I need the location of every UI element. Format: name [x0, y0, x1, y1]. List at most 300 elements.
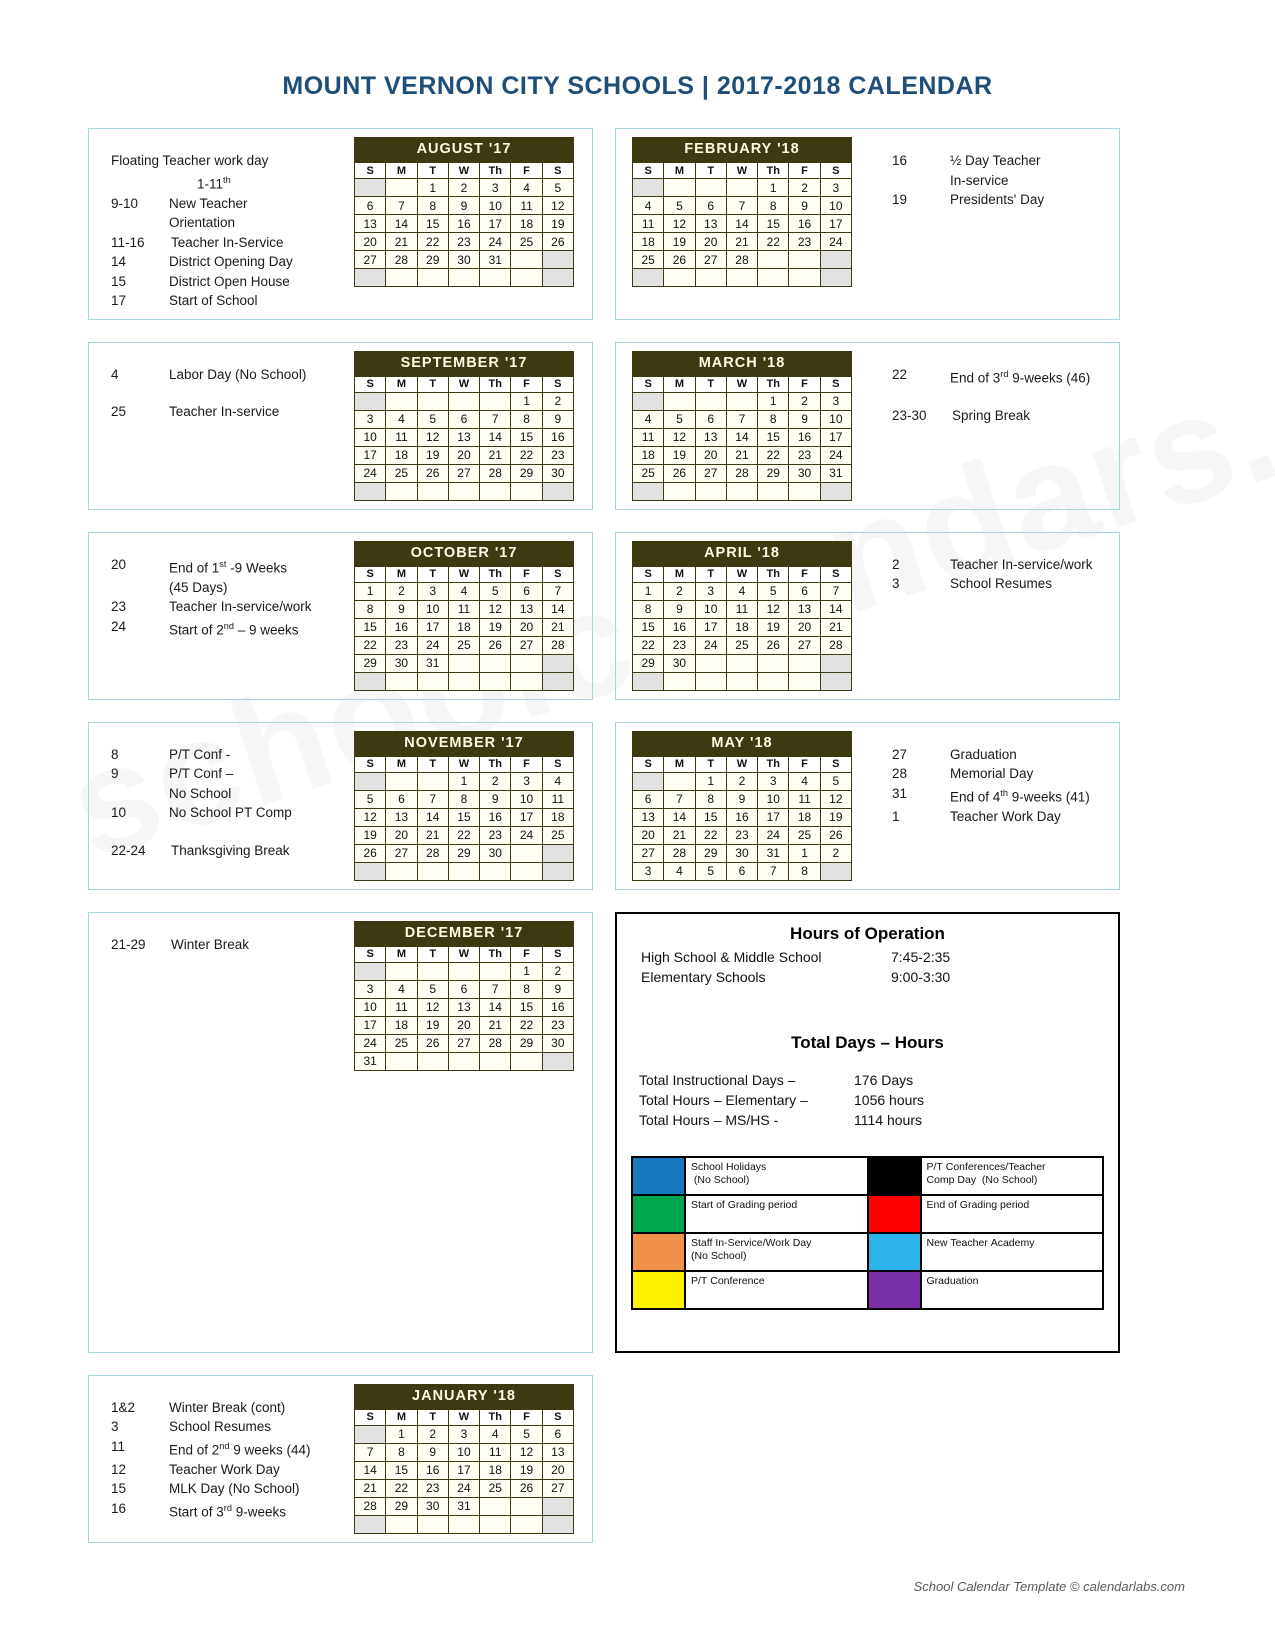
note-row — [111, 1398, 354, 1418]
week-row — [633, 410, 852, 428]
week-row — [355, 1479, 574, 1497]
day-cell: 1 — [633, 582, 664, 600]
day-cell: 30 — [726, 844, 757, 862]
weekday-header-row — [355, 946, 574, 962]
day-cell: 5 — [417, 980, 448, 998]
day-cell: 14 — [726, 215, 757, 233]
note-row — [892, 555, 1109, 575]
note-day: 19 — [892, 192, 908, 207]
weekday-header: S — [633, 756, 664, 772]
weekday-header: F — [511, 376, 542, 392]
weekday-header: W — [448, 1409, 479, 1425]
day-cell: 30 — [417, 1497, 448, 1515]
day-cell: 22 — [355, 636, 386, 654]
legend-label: Start of Grading period — [685, 1195, 868, 1233]
legend-label: P/T Conferences/Teacher Comp Day (No School) — [921, 1157, 1104, 1195]
day-cell: 1 — [789, 844, 820, 862]
day-cell: 12 — [417, 428, 448, 446]
day-cell: 26 — [355, 844, 386, 862]
day-cell: 29 — [386, 1497, 417, 1515]
empty-cell — [386, 1515, 417, 1533]
day-cell: 11 — [789, 790, 820, 808]
empty-cell — [355, 1425, 386, 1443]
day-cell: 10 — [758, 790, 789, 808]
week-row — [355, 1443, 574, 1461]
day-cell: 27 — [789, 636, 820, 654]
week-row — [355, 672, 574, 690]
note-day: 31 — [892, 785, 908, 801]
day-cell: 27 — [695, 464, 726, 482]
note-day: 22 — [892, 366, 908, 382]
empty-cell — [511, 862, 542, 880]
weekday-header: F — [511, 1409, 542, 1425]
note-row — [111, 1499, 354, 1522]
weekday-header: W — [448, 756, 479, 772]
weekday-header: S — [355, 946, 386, 962]
calendar-september — [354, 351, 574, 501]
day-cell: 18 — [633, 446, 664, 464]
day-cell: 11 — [480, 1443, 511, 1461]
week-row — [633, 618, 852, 636]
empty-cell — [758, 482, 789, 500]
day-cell: 6 — [448, 980, 479, 998]
note-label: Presidents' Day — [950, 192, 1045, 207]
day-cell: 25 — [386, 1034, 417, 1052]
totals-value: 176 Days — [854, 1071, 914, 1088]
day-cell: 2 — [789, 392, 820, 410]
weekday-header: S — [355, 1409, 386, 1425]
day-cell: 12 — [664, 428, 695, 446]
weekday-header-row — [355, 163, 574, 179]
day-cell: 15 — [448, 808, 479, 826]
empty-cell — [695, 672, 726, 690]
day-cell: 24 — [511, 826, 542, 844]
weekday-header-row — [633, 163, 852, 179]
month-table-october — [354, 541, 574, 691]
note-row — [111, 291, 354, 311]
day-cell: 8 — [448, 790, 479, 808]
week-row — [633, 808, 852, 826]
empty-cell — [820, 269, 851, 287]
day-cell: 23 — [386, 636, 417, 654]
notes-november — [99, 731, 354, 881]
note-day: 15 — [111, 1481, 127, 1496]
week-row — [355, 1425, 574, 1443]
day-cell: 12 — [355, 808, 386, 826]
note-row — [111, 841, 354, 861]
week-row — [355, 464, 574, 482]
day-cell: 20 — [448, 1016, 479, 1034]
weekday-header: T — [417, 376, 448, 392]
note-day: 14 — [111, 254, 127, 269]
weekday-header: M — [664, 566, 695, 582]
day-cell: 10 — [820, 197, 851, 215]
empty-cell — [386, 392, 417, 410]
note-row — [111, 402, 354, 422]
day-cell: 30 — [542, 1034, 573, 1052]
calendar-april — [632, 541, 852, 691]
weekday-header-row — [355, 376, 574, 392]
day-cell: 28 — [664, 844, 695, 862]
week-row — [633, 482, 852, 500]
note-row — [892, 151, 1109, 171]
empty-cell — [386, 269, 417, 287]
day-cell: 4 — [480, 1425, 511, 1443]
day-cell: 31 — [820, 464, 851, 482]
day-cell: 15 — [758, 215, 789, 233]
day-cell: 16 — [789, 215, 820, 233]
day-cell: 23 — [417, 1479, 448, 1497]
note-text: Floating Teacher work day — [111, 153, 269, 168]
empty-cell — [820, 672, 851, 690]
month-caption: AUGUST '17 — [354, 137, 574, 162]
totals-row — [631, 1110, 1104, 1130]
day-cell: 18 — [789, 808, 820, 826]
day-cell: 8 — [417, 197, 448, 215]
day-cell: 17 — [820, 428, 851, 446]
week-row — [355, 1497, 574, 1515]
empty-cell — [480, 1497, 511, 1515]
day-cell: 27 — [695, 251, 726, 269]
totals-value: 1114 hours — [854, 1111, 922, 1128]
week-row — [355, 410, 574, 428]
legend-label: End of Grading period — [921, 1195, 1104, 1233]
day-cell: 17 — [355, 446, 386, 464]
note-label: Start of 2nd – 9 weeks — [169, 620, 299, 637]
week-row — [633, 862, 852, 880]
weekday-header: W — [448, 376, 479, 392]
day-cell: 14 — [542, 600, 573, 618]
day-cell: 3 — [511, 772, 542, 790]
weekday-header: W — [726, 376, 757, 392]
notes-april — [874, 541, 1109, 691]
month-panel-may — [615, 722, 1120, 890]
day-cell: 29 — [355, 654, 386, 672]
day-cell: 16 — [664, 618, 695, 636]
note-day: 11-16 — [111, 234, 145, 250]
note-label: Winter Break (cont) — [169, 1399, 286, 1415]
legend-swatch — [868, 1271, 921, 1309]
note-label: Labor Day (No School) — [169, 366, 307, 382]
day-cell: 8 — [789, 862, 820, 880]
notes-december — [99, 921, 354, 1344]
day-cell: 17 — [480, 215, 511, 233]
note-row — [111, 617, 354, 640]
empty-cell — [417, 862, 448, 880]
day-cell: 3 — [820, 179, 851, 197]
empty-cell — [542, 1052, 573, 1070]
weekday-header: S — [633, 163, 664, 179]
day-cell: 13 — [542, 1443, 573, 1461]
weekday-header: F — [511, 163, 542, 179]
day-cell: 20 — [633, 826, 664, 844]
note-text: (45 Days) — [169, 579, 228, 595]
hours-row — [631, 967, 1104, 987]
day-cell: 28 — [726, 464, 757, 482]
day-cell: 23 — [480, 826, 511, 844]
day-cell: 21 — [664, 826, 695, 844]
empty-cell — [726, 672, 757, 690]
empty-cell — [448, 962, 479, 980]
note-label: School Resumes — [169, 1419, 272, 1434]
note-label: Teacher Work Day — [169, 1461, 280, 1477]
totals-label: Total Hours – MS/HS - — [639, 1111, 779, 1128]
day-cell: 27 — [633, 844, 664, 862]
month-table-march — [632, 351, 852, 501]
day-cell: 14 — [480, 428, 511, 446]
day-cell: 23 — [789, 233, 820, 251]
weekday-header: S — [542, 376, 573, 392]
day-cell: 16 — [417, 1461, 448, 1479]
day-cell: 5 — [664, 197, 695, 215]
empty-cell — [448, 482, 479, 500]
weekday-header-row — [355, 1409, 574, 1425]
totals-row — [631, 1070, 1104, 1090]
week-row — [355, 1461, 574, 1479]
month-panel-december — [88, 912, 593, 1353]
day-cell: 2 — [417, 1425, 448, 1443]
month-caption: MARCH '18 — [632, 351, 852, 376]
legend-swatch — [868, 1157, 921, 1195]
weekday-header: M — [386, 163, 417, 179]
legend-label: School Holidays (No School) — [685, 1157, 868, 1195]
weekday-header: Th — [480, 566, 511, 582]
empty-cell — [758, 654, 789, 672]
day-cell: 19 — [417, 446, 448, 464]
weekday-header: M — [664, 376, 695, 392]
day-cell: 19 — [417, 1016, 448, 1034]
week-row — [633, 233, 852, 251]
empty-cell — [664, 269, 695, 287]
day-cell: 2 — [480, 772, 511, 790]
day-cell: 29 — [633, 654, 664, 672]
week-row — [633, 600, 852, 618]
week-row — [355, 980, 574, 998]
empty-cell — [355, 269, 386, 287]
month-table-september — [354, 351, 574, 501]
note-row — [892, 406, 1109, 426]
day-cell: 20 — [542, 1461, 573, 1479]
weekday-header-row — [633, 756, 852, 772]
day-cell: 24 — [758, 826, 789, 844]
weekday-header: F — [511, 756, 542, 772]
day-cell: 11 — [542, 790, 573, 808]
day-cell: 6 — [789, 582, 820, 600]
day-cell: 3 — [695, 582, 726, 600]
day-cell: 30 — [480, 844, 511, 862]
day-cell: 27 — [448, 1034, 479, 1052]
week-row — [355, 428, 574, 446]
week-row — [355, 1052, 574, 1070]
notes-september — [99, 351, 354, 501]
day-cell: 6 — [355, 197, 386, 215]
day-cell: 5 — [355, 790, 386, 808]
day-cell: 26 — [480, 636, 511, 654]
day-cell: 6 — [633, 790, 664, 808]
week-row — [355, 392, 574, 410]
week-row — [355, 618, 574, 636]
empty-cell — [417, 672, 448, 690]
weekday-header: F — [789, 756, 820, 772]
day-cell: 10 — [820, 410, 851, 428]
weekday-header: M — [386, 756, 417, 772]
day-cell: 23 — [542, 446, 573, 464]
weekday-header: T — [417, 946, 448, 962]
day-cell: 19 — [664, 446, 695, 464]
weekday-header: S — [542, 566, 573, 582]
empty-cell — [511, 1497, 542, 1515]
day-cell: 22 — [417, 233, 448, 251]
empty-cell — [789, 269, 820, 287]
weekday-header: T — [417, 163, 448, 179]
day-cell: 25 — [789, 826, 820, 844]
day-cell: 30 — [789, 464, 820, 482]
day-cell: 19 — [758, 618, 789, 636]
day-cell: 7 — [758, 862, 789, 880]
day-cell: 13 — [448, 998, 479, 1016]
empty-cell — [726, 482, 757, 500]
day-cell: 26 — [758, 636, 789, 654]
weekday-header: M — [386, 376, 417, 392]
month-panel-october — [88, 532, 593, 700]
week-row — [355, 1016, 574, 1034]
month-table-december — [354, 921, 574, 1071]
day-cell: 14 — [386, 215, 417, 233]
day-cell: 17 — [511, 808, 542, 826]
day-cell: 1 — [448, 772, 479, 790]
empty-cell — [726, 269, 757, 287]
day-cell: 28 — [417, 844, 448, 862]
weekday-header: T — [417, 566, 448, 582]
note-label: Teacher In-Service — [171, 234, 284, 250]
calendar-february — [632, 137, 852, 311]
day-cell: 6 — [386, 790, 417, 808]
day-cell: 30 — [664, 654, 695, 672]
day-cell: 3 — [480, 179, 511, 197]
day-cell: 28 — [542, 636, 573, 654]
day-cell: 1 — [758, 179, 789, 197]
calendar-grid — [88, 128, 1187, 1565]
weekday-header: W — [726, 566, 757, 582]
day-cell: 8 — [511, 980, 542, 998]
week-row — [355, 772, 574, 790]
month-caption: JANUARY '18 — [354, 1384, 574, 1409]
empty-cell — [448, 862, 479, 880]
note-row — [892, 745, 1109, 765]
month-panel-january — [88, 1375, 593, 1543]
empty-cell — [417, 772, 448, 790]
day-cell: 20 — [448, 446, 479, 464]
weekday-header: W — [726, 163, 757, 179]
day-cell: 22 — [511, 1016, 542, 1034]
weekday-header: T — [695, 163, 726, 179]
weekday-header: S — [355, 163, 386, 179]
empty-cell — [386, 962, 417, 980]
empty-cell — [542, 862, 573, 880]
week-row — [633, 446, 852, 464]
day-cell: 9 — [789, 410, 820, 428]
empty-cell — [820, 482, 851, 500]
weekday-header: S — [355, 566, 386, 582]
weekday-header: M — [386, 946, 417, 962]
weekday-header: W — [448, 566, 479, 582]
day-cell: 9 — [789, 197, 820, 215]
day-cell: 24 — [820, 446, 851, 464]
note-day: 23 — [111, 599, 127, 614]
day-cell: 1 — [511, 962, 542, 980]
note-day: 9 — [111, 766, 119, 781]
empty-cell — [511, 251, 542, 269]
totals-row — [631, 1090, 1104, 1110]
day-cell: 4 — [386, 410, 417, 428]
day-cell: 2 — [820, 844, 851, 862]
day-cell: 31 — [355, 1052, 386, 1070]
day-cell: 25 — [386, 464, 417, 482]
day-cell: 20 — [386, 826, 417, 844]
empty-cell — [633, 392, 664, 410]
day-cell: 31 — [758, 844, 789, 862]
notes-october — [99, 541, 354, 691]
week-row — [355, 197, 574, 215]
empty-cell — [511, 482, 542, 500]
weekday-header: S — [542, 756, 573, 772]
empty-cell — [355, 962, 386, 980]
week-row — [633, 269, 852, 287]
day-cell: 14 — [417, 808, 448, 826]
day-cell: 19 — [480, 618, 511, 636]
day-cell: 5 — [511, 1425, 542, 1443]
weekday-header: S — [542, 1409, 573, 1425]
day-cell: 8 — [386, 1443, 417, 1461]
day-cell: 8 — [758, 410, 789, 428]
day-cell: 1 — [355, 582, 386, 600]
empty-cell — [633, 772, 664, 790]
day-cell: 5 — [695, 862, 726, 880]
day-cell: 16 — [480, 808, 511, 826]
weekday-header: S — [820, 376, 851, 392]
day-cell: 22 — [758, 233, 789, 251]
note-label: Thanksgiving Break — [171, 842, 290, 858]
day-cell: 20 — [695, 446, 726, 464]
day-cell: 21 — [726, 233, 757, 251]
month-table-january — [354, 1384, 574, 1534]
day-cell: 27 — [542, 1479, 573, 1497]
week-row — [633, 197, 852, 215]
note-label: P/T Conf – — [169, 766, 234, 781]
day-cell: 10 — [511, 790, 542, 808]
day-cell: 8 — [695, 790, 726, 808]
month-table-august — [354, 137, 574, 287]
day-cell: 25 — [448, 636, 479, 654]
day-cell: 28 — [355, 1497, 386, 1515]
note-day: 22-24 — [111, 842, 146, 858]
day-cell: 23 — [542, 1016, 573, 1034]
day-cell: 30 — [386, 654, 417, 672]
day-cell: 29 — [695, 844, 726, 862]
day-cell: 22 — [758, 446, 789, 464]
note-row — [111, 555, 354, 578]
day-cell: 13 — [789, 600, 820, 618]
day-cell: 22 — [386, 1479, 417, 1497]
day-cell: 3 — [758, 772, 789, 790]
day-cell: 8 — [633, 600, 664, 618]
day-cell: 12 — [664, 215, 695, 233]
day-cell: 3 — [417, 582, 448, 600]
day-cell: 25 — [480, 1479, 511, 1497]
empty-cell — [355, 179, 386, 197]
empty-cell — [448, 654, 479, 672]
week-row — [633, 251, 852, 269]
